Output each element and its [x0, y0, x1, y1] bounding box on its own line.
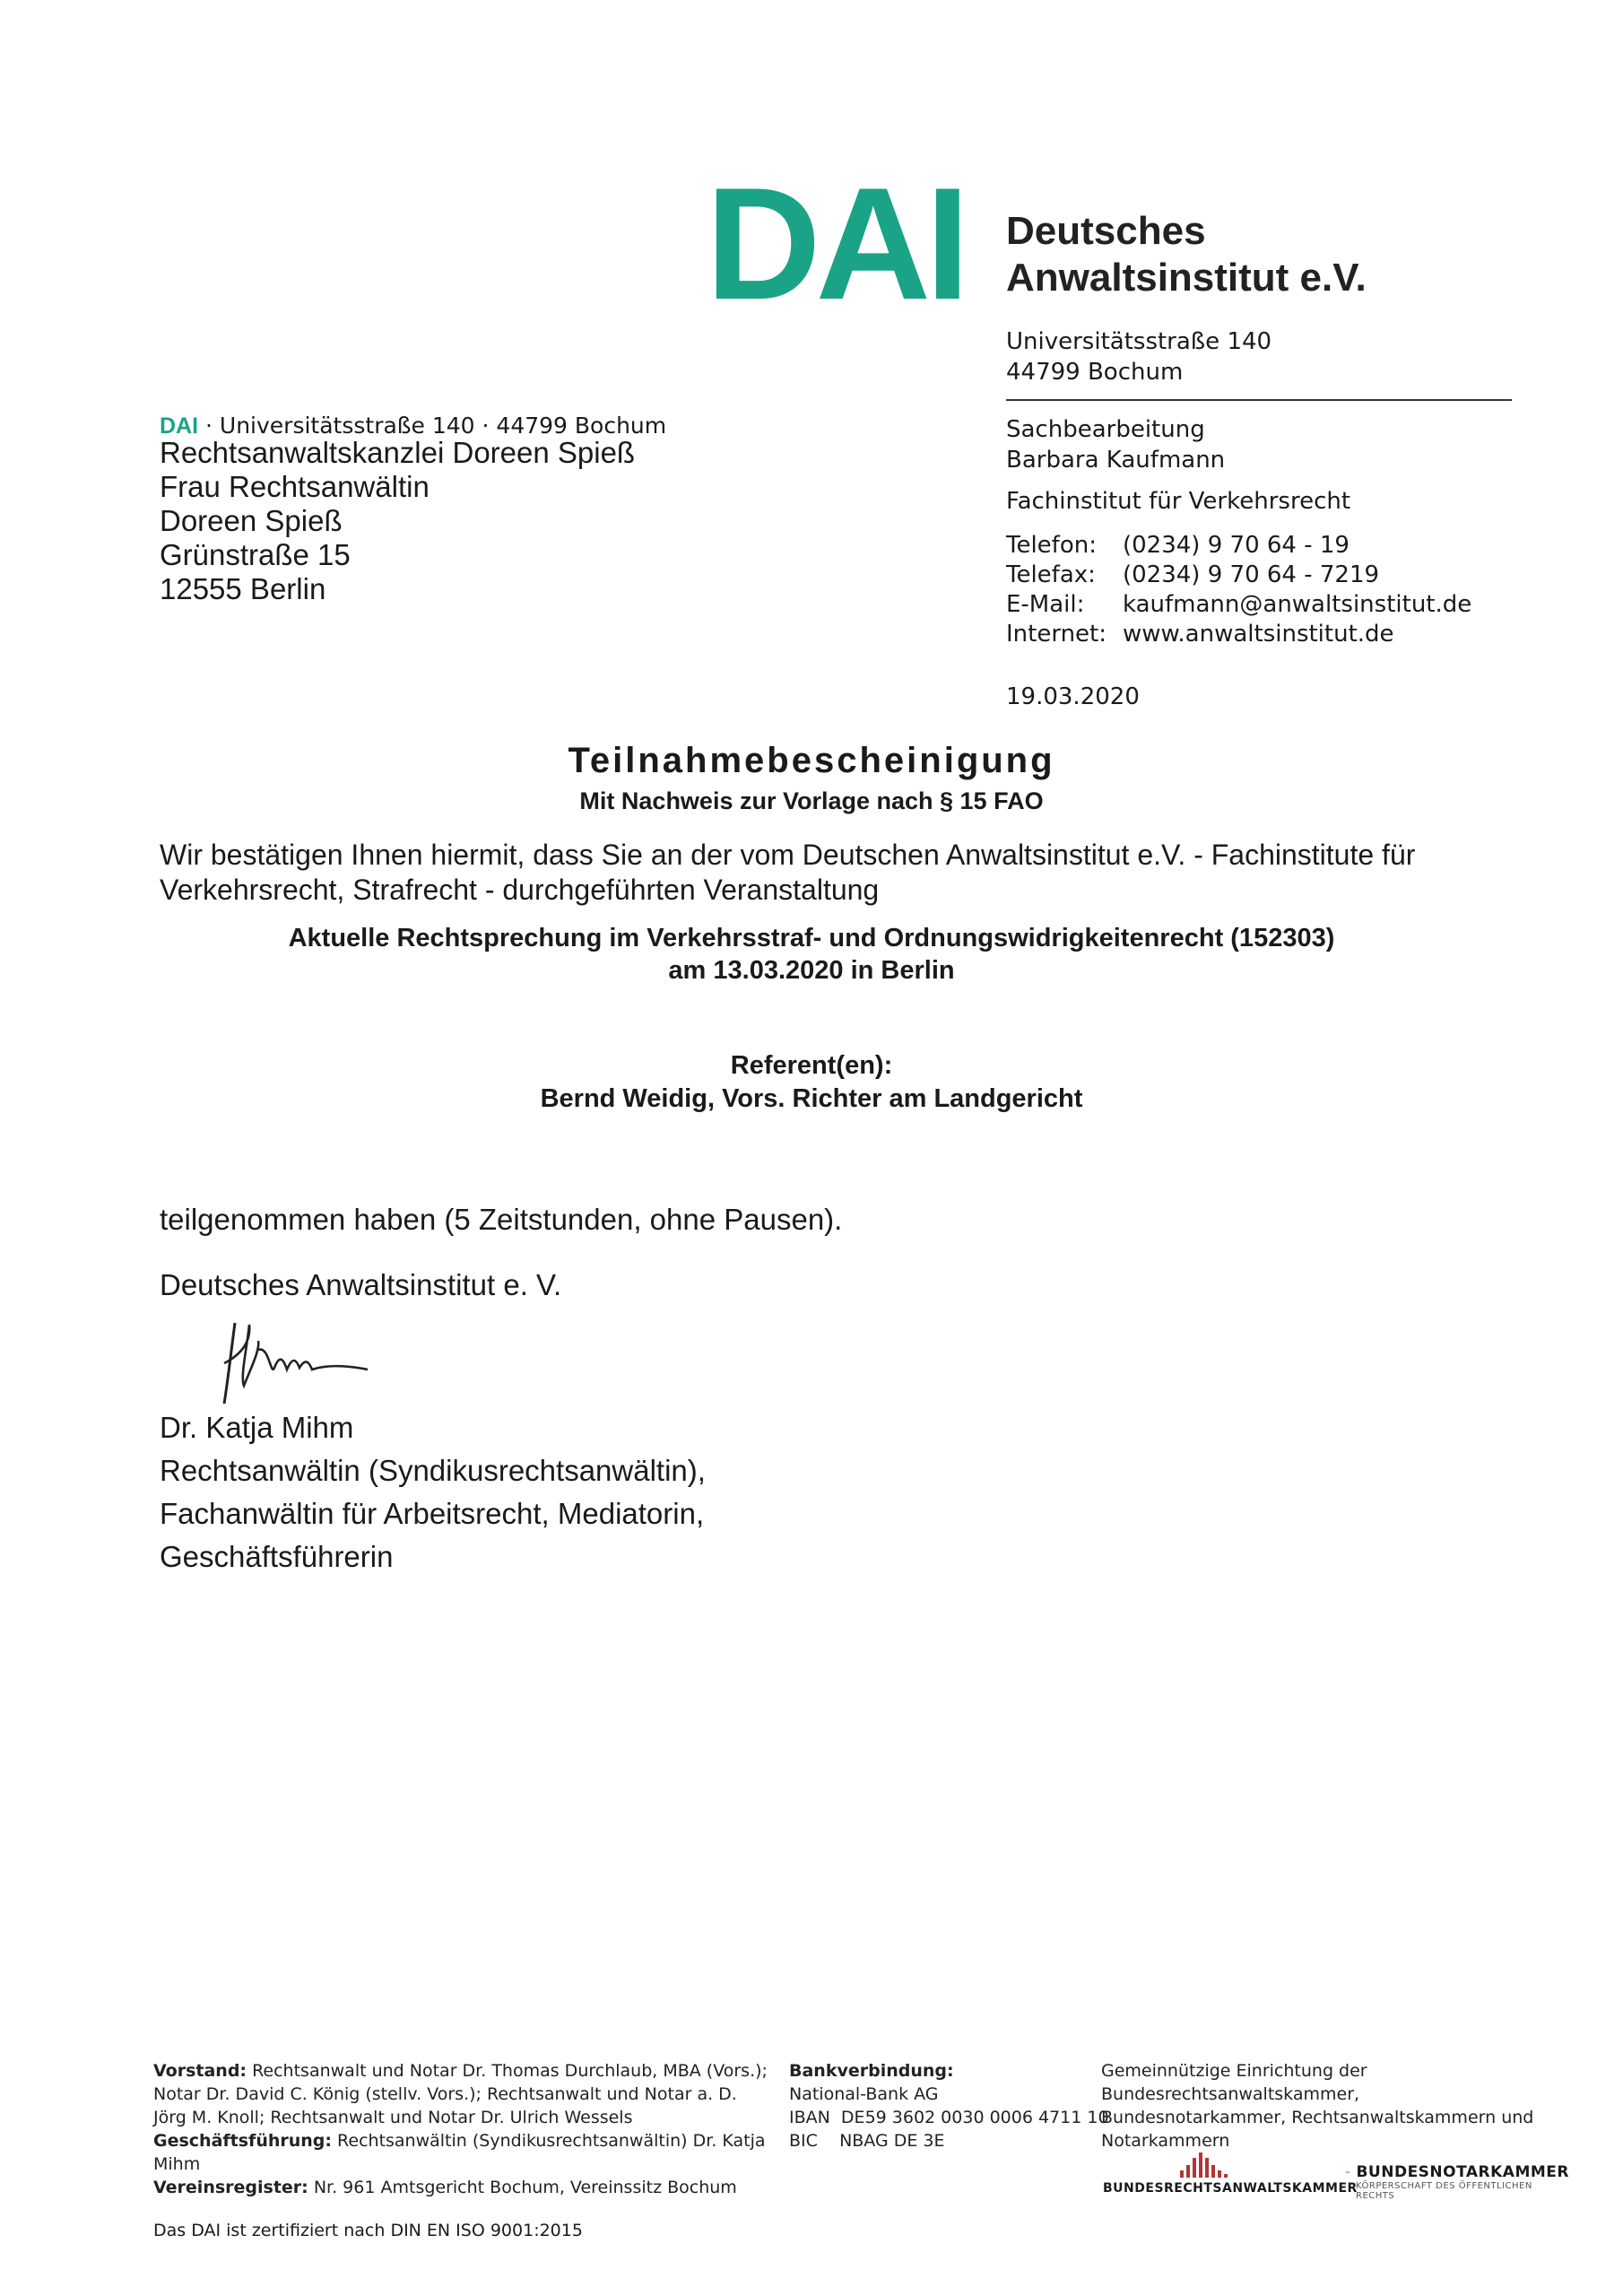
fax-number: (0234) 9 70 64 - 7219: [1123, 561, 1380, 588]
recipient-line: 12555 Berlin: [160, 572, 326, 605]
contact-label: Telefax:: [1006, 561, 1096, 588]
email-link[interactable]: kaufmann@anwaltsinstitut.de: [1123, 591, 1472, 618]
recipient-line: Grünstraße 15: [160, 538, 351, 571]
document-subtitle: Mit Nachweis zur Vorlage nach § 15 FAO: [579, 787, 1044, 814]
footer-nonprofit: Gemeinnützige Einrichtung der Bundesrechtsanwaltskammer, Bundesnotarkammer, Rechtsanwaltskammern und Notarkammern: [1101, 2061, 1534, 2151]
website-link[interactable]: www.anwaltsinstitut.de: [1123, 621, 1394, 648]
contact-block: [1006, 414, 1471, 649]
bank-name: National-Bank AG: [789, 2084, 939, 2104]
footer-bank: [789, 2059, 1109, 2152]
contact-label: Internet:: [1006, 621, 1107, 648]
board-text: Rechtsanwalt und Notar Dr. Thomas Durchlaub, MBA (Vors.); Notar Dr. David C. König (stellv. Vors.); Rechtsanwalt und Notar a. D. Jörg M. Knoll; Rechtsanwalt und Notar Dr. Ulrich Wessels: [153, 2061, 768, 2127]
signer-role: Geschäftsführerin: [160, 1540, 394, 1573]
institute-city: 44799 Bochum: [1006, 359, 1184, 386]
certification-note: Das DAI ist zertifiziert nach DIN EN ISO 9001:2015: [153, 2221, 583, 2240]
institute-name: [1006, 208, 1367, 301]
footer-board: [153, 2059, 772, 2199]
institute-name-line1: Deutsches: [1006, 209, 1206, 253]
bank-bic: BIC NBAG DE 3E: [789, 2131, 945, 2151]
contact-table: [1006, 531, 1471, 649]
bnotk-logo: [1345, 2152, 1569, 2201]
bank-label: Bankverbindung:: [789, 2061, 954, 2081]
signer-name: Dr. Katja Mihm: [160, 1411, 354, 1444]
contact-label: Telefon:: [1006, 532, 1097, 559]
contact-row: [1006, 590, 1471, 620]
board-label: Vorstand:: [153, 2061, 247, 2081]
clerk-name: Barbara Kaufmann: [1006, 447, 1226, 474]
contact-row: [1006, 531, 1471, 561]
contact-row: [1006, 620, 1471, 649]
mgmt-label: Geschäftsführung:: [153, 2131, 332, 2151]
signer-title: Rechtsanwältin (Syndikusrechtsanwältin),: [160, 1454, 706, 1487]
participation-statement: teilgenommen haben (5 Zeitstunden, ohne Pausen).: [160, 1203, 843, 1236]
sender-address: · Universitätsstraße 140 · 44799 Bochum: [198, 413, 667, 439]
institute-street: Universitätsstraße 140: [1006, 328, 1272, 355]
bnotk-label: BUNDESNOTARKAMMER: [1356, 2163, 1569, 2181]
bnotk-sub: KÖRPERSCHAFT DES ÖFFENTLICHEN RECHTS: [1356, 2181, 1532, 2201]
unit-name: Fachinstitut für Verkehrsrecht: [1006, 488, 1351, 515]
phone-number: (0234) 9 70 64 - 19: [1123, 532, 1350, 559]
speakers-label: Referent(en):: [730, 1051, 893, 1080]
letterhead-divider: [1006, 399, 1512, 401]
handwritten-signature: [215, 1314, 395, 1413]
letter-date: 19.03.2020: [1006, 683, 1140, 710]
brak-logo: [1103, 2152, 1358, 2196]
signer-block: [160, 1406, 706, 1578]
department-label: Sachbearbeitung: [1006, 416, 1205, 443]
bnotk-slashes-icon: [1345, 2166, 1350, 2179]
institute-name-line2: Anwaltsinstitut e.V.: [1006, 256, 1367, 300]
recipient-address: [160, 436, 635, 606]
mgmt-text: Rechtsanwältin (Syndikusrechtsanwältin) Dr. Katja Mihm: [153, 2131, 766, 2174]
dai-logo: DAI: [706, 154, 965, 333]
contact-row: [1006, 561, 1471, 590]
contact-label: E-Mail:: [1006, 591, 1085, 618]
speakers-names: Bernd Weidig, Vors. Richter am Landgericht: [540, 1084, 1083, 1113]
speakers-block: [0, 1049, 1623, 1116]
sender-brand: DAI: [160, 413, 199, 439]
institute-address: [1006, 326, 1271, 387]
brak-label: BUNDESRECHTSANWALTSKAMMER: [1103, 2181, 1358, 2196]
brak-bars-icon: [1180, 2152, 1318, 2178]
recipient-line: Frau Rechtsanwältin: [160, 470, 430, 503]
recipient-line: Doreen Spieß: [160, 504, 343, 537]
course-block: [0, 922, 1623, 987]
course-date-place: am 13.03.2020 in Berlin: [668, 956, 955, 985]
document-title: Teilnahmebescheinigung: [568, 741, 1055, 780]
signer-title: Fachanwältin für Arbeitsrecht, Mediatorin,: [160, 1497, 705, 1530]
register-text: Nr. 961 Amtsgericht Bochum, Vereinssitz Bochum: [308, 2178, 737, 2197]
intro-paragraph: Wir bestätigen Ihnen hiermit, dass Sie an der vom Deutschen Anwaltsinstitut e.V. - Fachinstitute für Verkehrsrecht, Strafrecht - durchgeführten Veranstaltung: [160, 839, 1416, 906]
bank-iban: IBAN DE59 3602 0030 0006 4711 10: [789, 2108, 1109, 2127]
register-label: Vereinsregister:: [153, 2178, 308, 2197]
org-signoff: Deutsches Anwaltsinstitut e. V.: [160, 1268, 562, 1301]
recipient-line: Rechtsanwaltskanzlei Doreen Spieß: [160, 436, 636, 469]
course-name: Aktuelle Rechtsprechung im Verkehrsstraf- und Ordnungswidrigkeitenrecht (152303): [288, 924, 1335, 952]
